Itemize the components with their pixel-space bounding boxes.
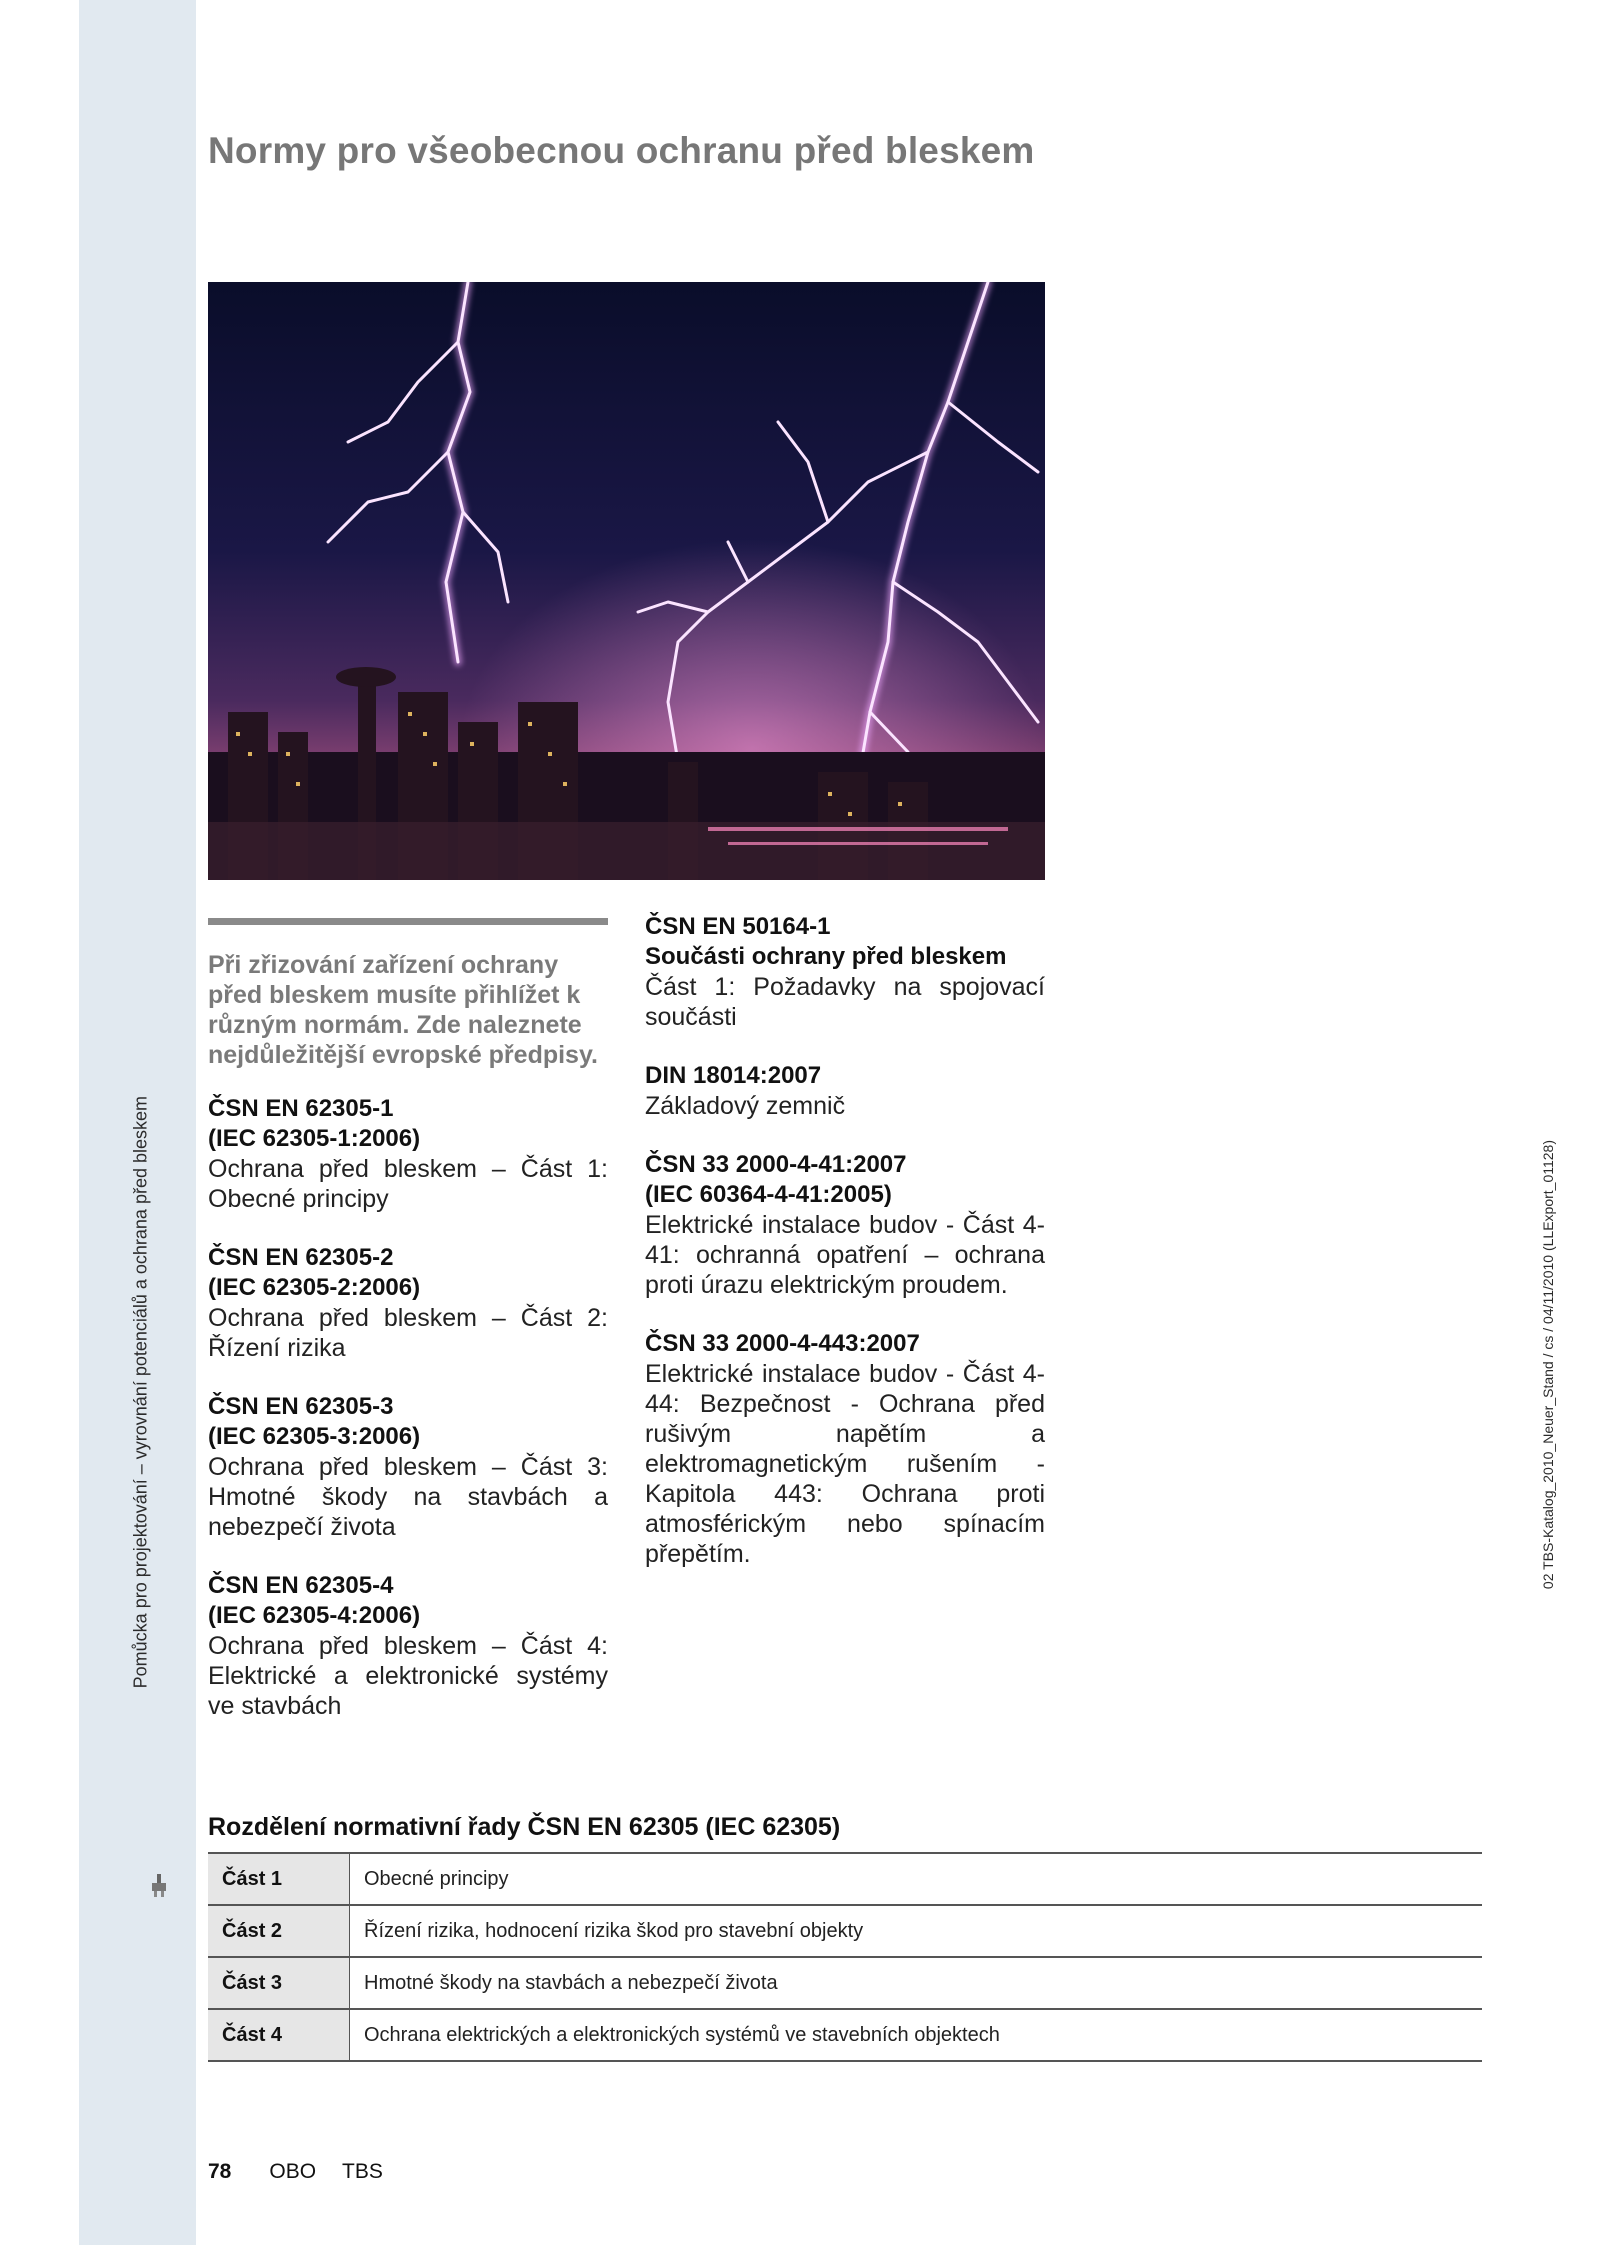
table-row — [208, 1957, 1482, 2009]
earth-clamp-icon — [150, 1874, 168, 1898]
standard-ref: (IEC 60364-4-41:2005) — [645, 1181, 892, 1208]
part-label: Část 4 — [208, 2009, 350, 2061]
standard-desc: Základový zemnič — [645, 1092, 846, 1120]
standard-ref: Součásti ochrany před bleskem — [645, 943, 1007, 970]
table-row — [208, 2009, 1482, 2061]
table-row — [208, 1853, 1482, 1905]
lightning-city-photo — [208, 282, 1045, 880]
export-note: 02 TBS-Katalog_2010_Neuer_Stand / cs / 04/11/2010 (LLExport_01128) — [1540, 1140, 1556, 1590]
standard-item — [645, 1061, 1045, 1121]
table-row — [208, 1905, 1482, 1957]
standard-ref: (IEC 62305-3:2006) — [208, 1423, 421, 1450]
part-value: Obecné principy — [350, 1853, 1483, 1905]
intro-rule — [208, 918, 608, 925]
standard-item — [208, 1243, 608, 1363]
standard-item — [645, 1150, 1045, 1300]
part-value: Řízení rizika, hodnocení rizika škod pro stavební objekty — [350, 1905, 1483, 1957]
standard-code: ČSN 33 2000-4-41:2007 — [645, 1151, 907, 1178]
standard-code: ČSN 33 2000-4-443:2007 — [645, 1330, 920, 1357]
page-title: Normy pro všeobecnou ochranu před bleskem — [208, 130, 1035, 171]
standard-ref: (IEC 62305-1:2006) — [208, 1125, 421, 1152]
standard-item — [208, 1094, 608, 1214]
side-caption: Pomůcka pro projektování – vyrovnání potenciálů a ochrana před bleskem — [130, 1096, 151, 1689]
standard-code: ČSN EN 62305-4 — [208, 1572, 394, 1599]
standard-code: ČSN EN 62305-1 — [208, 1095, 394, 1122]
standard-ref: (IEC 62305-4:2006) — [208, 1602, 421, 1629]
standard-desc: Elektrické instalace budov - Část 4-44: Bezpečnost - Ochrana před rušivým napětím a elektromagnetickým rušením - Kapitola 443: Ochrana proti atmosférickým nebo spínacím přepětím. — [645, 1360, 1045, 1568]
standard-code: ČSN EN 50164-1 — [645, 913, 831, 940]
footer-brand-obo: OBO — [269, 2160, 317, 2183]
standard-item — [208, 1392, 608, 1542]
standard-item — [208, 1571, 608, 1721]
part-value: Hmotné škody na stavbách a nebezpečí života — [350, 1957, 1483, 2009]
part-label: Část 2 — [208, 1905, 350, 1957]
standard-desc: Ochrana před bleskem – Část 2: Řízení rizika — [208, 1304, 608, 1362]
left-standards — [208, 1094, 608, 1750]
standard-desc: Ochrana před bleskem – Část 3: Hmotné škody na stavbách a nebezpečí života — [208, 1453, 608, 1541]
parts-table — [208, 1852, 1482, 2062]
standard-item — [645, 912, 1045, 1032]
right-standards — [645, 912, 1045, 1598]
standard-desc: Část 1: Požadavky na spojovací součásti — [645, 973, 1045, 1031]
part-label: Část 3 — [208, 1957, 350, 2009]
intro-text: Při zřizování zařízení ochrany před bleskem musíte přihlížet k různým normám. Zde naleznete nejdůležitější evropské předpisy. — [208, 951, 598, 1069]
standard-desc: Ochrana před bleskem – Část 4: Elektrické a elektronické systémy ve stavbách — [208, 1632, 608, 1720]
standard-code: ČSN EN 62305-2 — [208, 1244, 394, 1271]
page-number: 78 — [208, 2160, 232, 2183]
standard-desc: Elektrické instalace budov - Část 4-41: ochranná opatření – ochrana proti úrazu elektrickým proudem. — [645, 1211, 1045, 1299]
footer-brand-tbs: TBS — [342, 2160, 383, 2183]
standard-desc: Ochrana před bleskem – Část 1: Obecné principy — [208, 1155, 608, 1213]
standard-code: ČSN EN 62305-3 — [208, 1393, 394, 1420]
standard-ref: (IEC 62305-2:2006) — [208, 1274, 421, 1301]
part-value: Ochrana elektrických a elektronických systémů ve stavebních objektech — [350, 2009, 1483, 2061]
page-footer — [208, 2160, 383, 2184]
standard-item — [645, 1329, 1045, 1569]
table-title: Rozdělení normativní řady ČSN EN 62305 (IEC 62305) — [208, 1813, 841, 1841]
part-label: Část 1 — [208, 1853, 350, 1905]
standard-code: DIN 18014:2007 — [645, 1062, 822, 1089]
